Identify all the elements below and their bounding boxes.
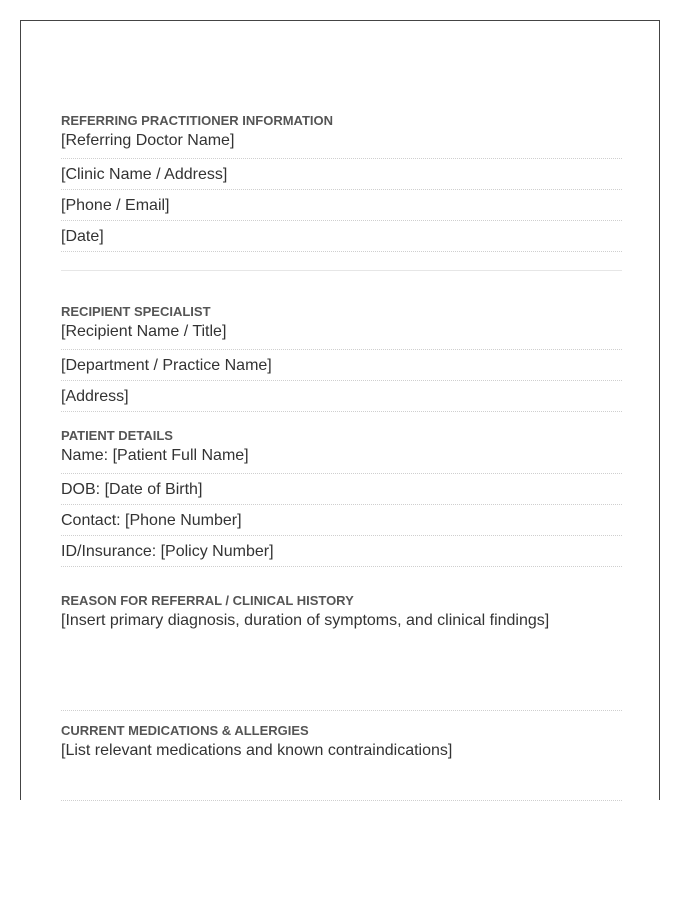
referring-practitioner-heading: REFERRING PRACTITIONER INFORMATION [61, 113, 334, 128]
patient-contact-field: Contact: [Phone Number] [61, 505, 622, 536]
referring-doctor-name-field: [Referring Doctor Name] [61, 129, 622, 159]
referral-letter-page [20, 20, 660, 800]
reason-for-referral-text: [Insert primary diagnosis, duration of symptoms, and clinical findings] [61, 612, 550, 629]
reason-for-referral-section [61, 592, 622, 633]
patient-id-insurance-field: ID/Insurance: [Policy Number] [61, 536, 622, 567]
recipient-specialist-heading: RECIPIENT SPECIALIST [61, 304, 211, 319]
patient-details-heading: PATIENT DETAILS [61, 428, 173, 443]
department-practice-field: [Department / Practice Name] [61, 350, 622, 381]
clinic-address-field: [Clinic Name / Address] [61, 159, 622, 190]
section-divider [61, 270, 622, 271]
date-field: [Date] [61, 221, 622, 252]
patient-dob-field: DOB: [Date of Birth] [61, 474, 622, 505]
medications-allergies-section [61, 722, 622, 763]
recipient-address-field: [Address] [61, 381, 622, 412]
recipient-specialist-section [61, 303, 622, 412]
referring-practitioner-section [61, 112, 622, 252]
reason-section-bottom-rule [61, 710, 622, 711]
patient-details-section [61, 427, 622, 567]
patient-name-field: Name: [Patient Full Name] [61, 444, 622, 474]
phone-email-field: [Phone / Email] [61, 190, 622, 221]
recipient-name-title-field: [Recipient Name / Title] [61, 320, 622, 350]
medications-allergies-text: [List relevant medications and known contraindications] [61, 742, 453, 759]
medications-section-bottom-rule [61, 800, 622, 801]
medications-allergies-heading: CURRENT MEDICATIONS & ALLERGIES [61, 723, 309, 738]
reason-for-referral-heading: REASON FOR REFERRAL / CLINICAL HISTORY [61, 593, 354, 608]
